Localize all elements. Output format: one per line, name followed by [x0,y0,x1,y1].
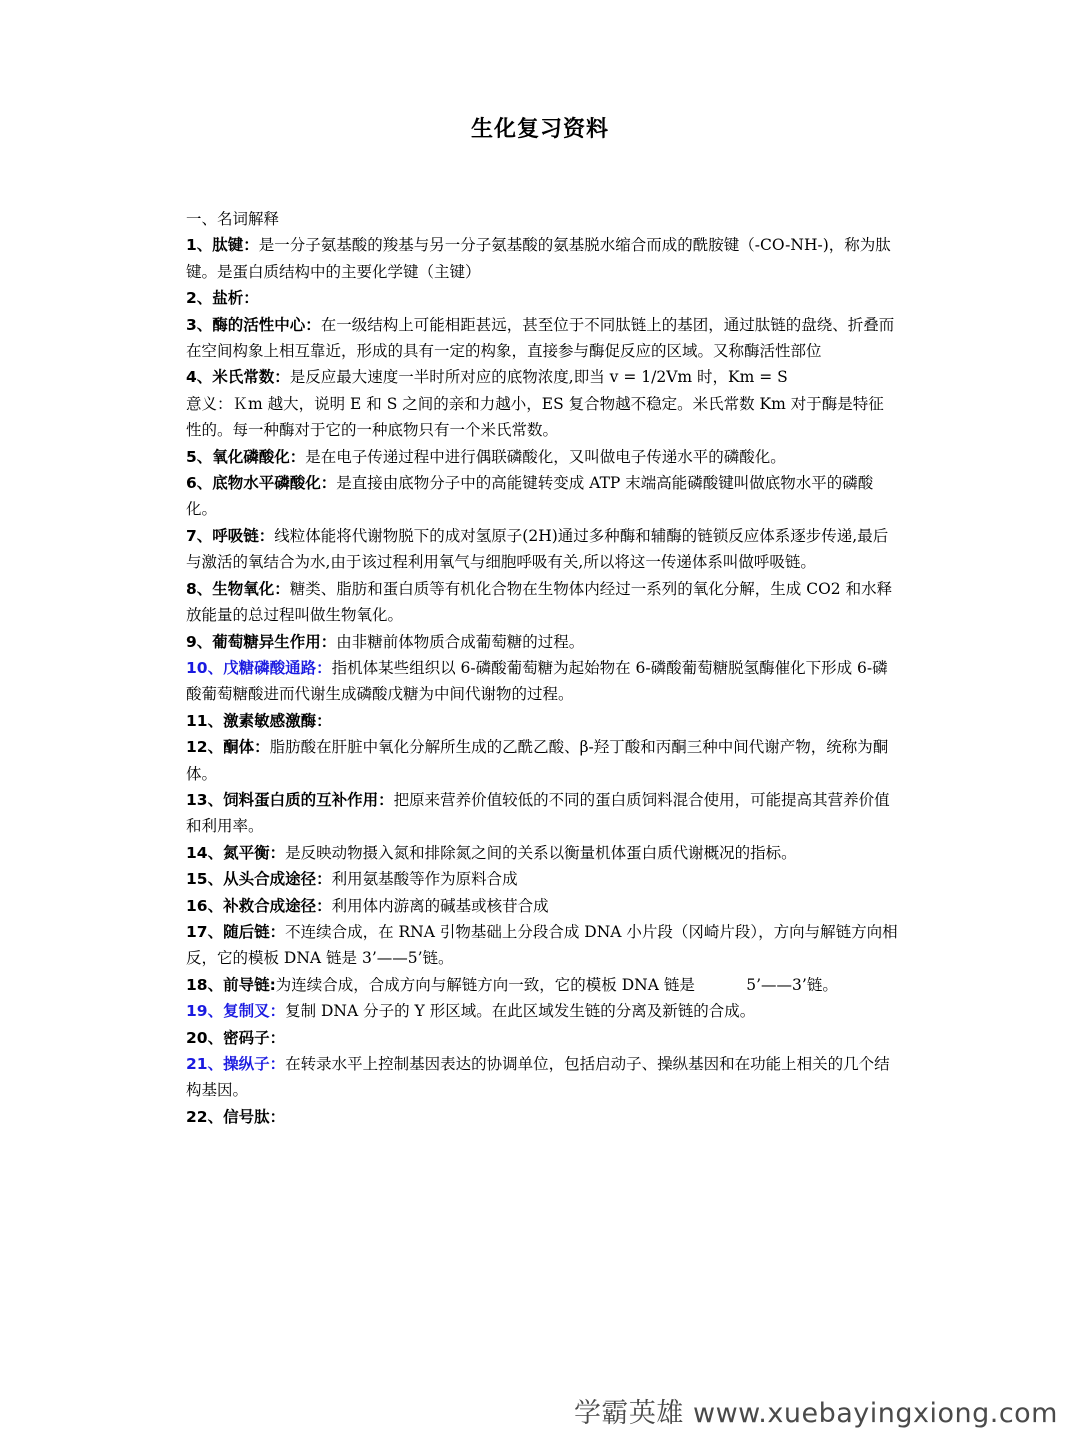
content-body [186,206,898,1130]
entry-term: 1、肽键： [186,236,259,255]
entry-21 [186,1051,898,1104]
entry-17 [186,919,898,972]
entry-19 [186,998,898,1024]
entry-term: 10、戊糖磷酸通路： [186,658,332,677]
entry-text: 为连续合成，合成方向与解链方向一致，它的模板 DNA 链是 5’——3’链。 [275,975,838,994]
site-watermark[interactable]: 学霸英雄 www.xuebayingxiong.com [573,1398,1058,1429]
entry-term: 4、米氏常数： [186,368,290,387]
entry-term: 17、随后链： [186,922,286,941]
entry-term: 13、饲料蛋白质的互补作用： [186,790,394,809]
entry-term: 11、激素敏感激酶： [186,711,332,730]
entry-14 [186,840,898,866]
entry-term: 5、氧化磷酸化： [186,447,306,466]
entry-term: 16、补救合成途径： [186,896,332,915]
entry-text: 在转录水平上控制基因表达的协调单位，包括启动子、操纵基因和在功能上相关的几个结构基因。 [186,1055,890,1100]
entry-text: 是在电子传递过程中进行偶联磷酸化，又叫做电子传递水平的磷酸化。 [305,447,786,466]
section-heading: 一、名词解释 [186,210,280,228]
entry-1 [186,232,898,285]
entry-5 [186,444,898,470]
entry-20 [186,1025,898,1051]
entry-18 [186,972,898,998]
entry-4 [186,364,898,390]
entry-text: 是反映动物摄入氮和排除氮之间的关系以衡量机体蛋白质代谢概况的指标。 [285,843,797,862]
entry-text: 把原来营养价值较低的不同的蛋白质饲料混合使用，可能提高其营养价值和利用率。 [186,790,890,836]
entry-term: 15、从头合成途径： [186,870,332,889]
entry-15 [186,866,898,892]
entry-9 [186,629,898,655]
entry-6 [186,470,898,523]
entry-11 [186,708,898,734]
entry-term: 12、酮体： [186,738,270,757]
entry-term: 9、葡萄糖异生作用： [186,632,337,651]
entry-text: 在一级结构上可能相距甚远，甚至位于不同肽链上的基团，通过肽链的盘绕、折叠而在空间构象上相互靠近，形成的具有一定的构象，直接参与酶促反应的区域。又称酶活性部位 [186,315,895,361]
entry-term: 21、操纵子： [186,1055,286,1073]
entry-term: 3、酶的活性中心： [186,315,321,334]
entry-3 [186,312,898,365]
entry-text: 指机体某些组织以 6-磷酸葡萄糖为起始物在 6-磷酸葡萄糖脱氢酶催化下形成 6-磷酸葡萄糖酸进而代谢生成磷酸戊糖为中间代谢物的过程。 [186,658,888,704]
entry-22 [186,1104,898,1130]
entry-7 [186,523,898,576]
entry-term: 7、呼吸链： [186,526,275,545]
entry-text: 复制 DNA 分子的 Y 形区域。在此区域发生链的分离及新链的合成。 [285,1002,756,1021]
entry-term: 6、底物水平磷酸化： [186,474,337,493]
entry-text: 脂肪酸在肝脏中氧化分解所生成的乙酰乙酸、β-羟丁酸和丙酮三种中间代谢产物，统称为酮体。 [186,738,889,783]
entry-text: 是直接由底物分子中的高能键转变成 ATP 末端高能磷酸键叫做底物水平的磷酸化。 [186,474,874,519]
entry-13 [186,787,898,840]
entry-term: 8、生物氧化： [186,579,290,598]
entry-4-meaning: 意义：Ｋm 越大，说明 E 和 S 之间的亲和力越小，ES 复合物越不稳定。米氏常数 Km 对于酶是特征性的。每一种酶对于它的一种底物只有一个米氏常数。 [186,394,884,440]
entry-16 [186,893,898,919]
entry-text: 由非糖前体物质合成葡萄糖的过程。 [336,632,585,651]
entry-2 [186,285,898,311]
entry-12 [186,734,898,787]
entry-text: 糖类、脂肪和蛋白质等有机化合物在生物体内经过一系列的氧化分解，生成 CO2 和水释放能量的总过程叫做生物氧化。 [186,579,893,625]
entry-term: 18、前导链: [186,975,276,994]
entry-term: 20、密码子： [186,1028,286,1047]
entry-text: 是反应最大速度一半时所对应的底物浓度,即当 v = 1/2Vm 时，Km = S [289,368,788,387]
entry-term: 2、盐析： [186,289,259,308]
entry-text: 不连续合成，在 RNA 引物基础上分段合成 DNA 小片段（冈崎片段），方向与解链方向相反，它的模板 DNA 链是 3’——5’链。 [186,922,898,968]
entry-text: 利用氨基酸等作为原料合成 [331,870,518,889]
entry-10 [186,655,898,708]
entry-term: 14、氮平衡： [186,843,286,862]
entry-text: 利用体内游离的碱基或核苷合成 [331,896,549,915]
entry-text: 线粒体能将代谢物脱下的成对氢原子(2H)通过多种酶和辅酶的链锁反应体系逐步传递,最后与激活的氧结合为水,由于该过程利用氧气与细胞呼吸有关,所以将这一传递体系叫做呼吸链。 [186,526,889,572]
page-title: 生化复习资料 [470,117,609,142]
entry-term: 22、信号肽： [186,1107,286,1126]
entry-text: 是一分子氨基酸的羧基与另一分子氨基酸的氨基脱水缩合而成的酰胺键（-CO-NH-)，称为肽键。是蛋白质结构中的主要化学键（主键） [186,236,891,281]
entry-8 [186,576,898,629]
entry-term: 19、复制叉： [186,1002,286,1021]
